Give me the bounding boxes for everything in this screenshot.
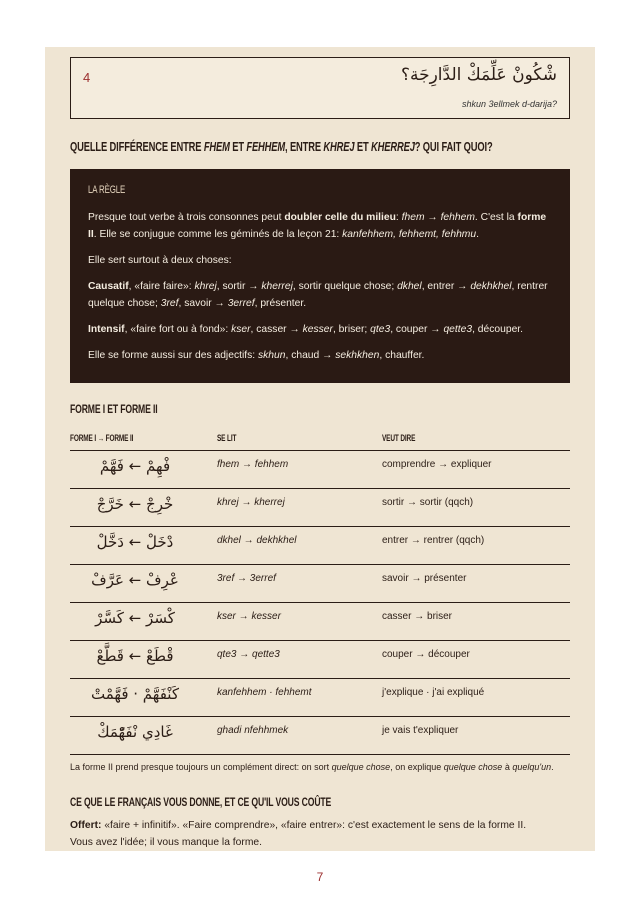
table-row [70,565,570,603]
arabic-cell: كَنْفَهَّمْ · فَهَّمْتْ [91,685,179,703]
verb-forms-table [70,430,570,755]
meaning-cell: je vais t'expliquer [382,725,459,736]
table-header [70,430,570,451]
transliteration-cell: 3ref → 3erref [217,573,276,584]
transliteration-cell: fhem → fehhem [217,459,289,470]
arabic-cell: كْسَرْ ← كَسَّرْ [95,609,175,627]
rule-paragraph: Causatif, «faire faire»: khrej, sortir → kherrej, sortir quelque chose; dkhel, entrer → dekhkhel, rentrer quelque chose; 3ref, savoir → 3erref, présenter. [88,281,548,309]
meaning-cell: couper → découper [382,649,470,660]
arabic-cell: عْرِفْ ← عَرَّفْ [91,571,179,589]
transliteration-cell: kser → kesser [217,611,281,622]
column-header: FORME I → FORME II [70,433,134,443]
rule-box [70,169,570,383]
question-text: ET [354,139,372,154]
table-row [70,641,570,679]
table-row [70,679,570,717]
rule-paragraph: Elle se forme aussi sur des adjectifs: skhun, chaud → sekhkhen, chauffer. [88,350,425,361]
meaning-cell: entrer → rentrer (qqch) [382,535,485,546]
meaning-cell: j'explique · j'ai expliqué [382,687,485,698]
rule-paragraph: Elle sert surtout à deux choses: [88,255,232,266]
offer-label: Offert: [70,820,102,831]
table-section-title: FORME I ET FORME II [70,402,158,416]
page-paper [45,47,595,851]
section-title: CE QUE LE FRANÇAIS VOUS DONNE, ET CE QU'IL VOUS COÛTE [70,795,332,809]
question-text: ET [229,139,247,154]
rule-text [88,209,554,373]
transliteration-cell: qte3 → qette3 [217,649,280,660]
arabic-cell: غَادِي نْفَهّْمَكْ [97,723,173,741]
offer-paragraph [70,817,550,851]
question-word: FEHHEM [246,139,286,154]
rule-label: LA RÈGLE [88,184,126,196]
question-word: FHEM [203,139,230,154]
page-number: 7 [316,870,324,884]
rule-paragraph: Intensif, «faire fort ou à fond»: kser, casser → kesser, briser; qte3, couper → qette3, découper. [88,324,524,335]
meaning-cell: sortir → sortir (qqch) [382,497,474,508]
question-word: KHREJ [323,139,355,154]
question-text: QUELLE DIFFÉRENCE ENTRE [70,139,204,154]
lesson-question [70,139,493,154]
lesson-number: 4 [83,70,91,85]
transliterated-title: shkun 3ellmek d-darija? [461,99,557,109]
offer-text: «faire + infinitif». «Faire comprendre», «faire entrer»: c'est exactement le sens de la forme II. Vous avez l'idée; il vous manque la forme. [70,820,527,848]
transliteration-cell: dkhel → dekhkhel [217,535,297,546]
arabic-cell: دْخَلْ ← دَخَّلْ [96,533,174,551]
arabic-cell: فْهِمْ ← فَهَّمْ [99,457,171,475]
transliteration-cell: kanfehhem · fehhemt [217,687,312,698]
arabic-cell: قْطَعْ ← قَطَّعْ [96,647,174,665]
table-row [70,717,570,755]
meaning-cell: casser → briser [382,611,453,622]
transliteration-cell: khrej → kherrej [217,497,285,508]
table-row [70,451,570,489]
transliteration-cell: ghadi nfehhmek [217,725,289,736]
question-text: , ENTRE [285,139,324,154]
question-word: KHERREJ [371,139,415,154]
arabic-title: شْكُونْ عَلِّمَكْ الدَّارِجَة؟ [400,65,557,85]
table-row [70,603,570,641]
column-header: VEUT DIRE [382,433,416,443]
column-header: SE LIT [217,433,237,443]
table-row [70,527,570,565]
question-text: ? QUI FAIT QUOI? [414,139,493,154]
meaning-cell: savoir → présenter [382,573,467,584]
rule-paragraph: Presque tout verbe à trois consonnes peut doubler celle du milieu: fhem → fehhem. C'est la forme II. Elle se conjugue comme les géminés de la leçon 21: kanfehhem, fehhemt, fehhmu. [88,212,547,240]
arabic-cell: خْرِجْ ← خَرَّجْ [96,495,174,513]
meaning-cell: comprendre → expliquer [382,459,492,470]
table-row [70,489,570,527]
table-note: La forme II prend presque toujours un complément direct: on sort quelque chose, on explique quelque chose à quelqu'un. [70,762,554,772]
lesson-header [70,57,570,119]
